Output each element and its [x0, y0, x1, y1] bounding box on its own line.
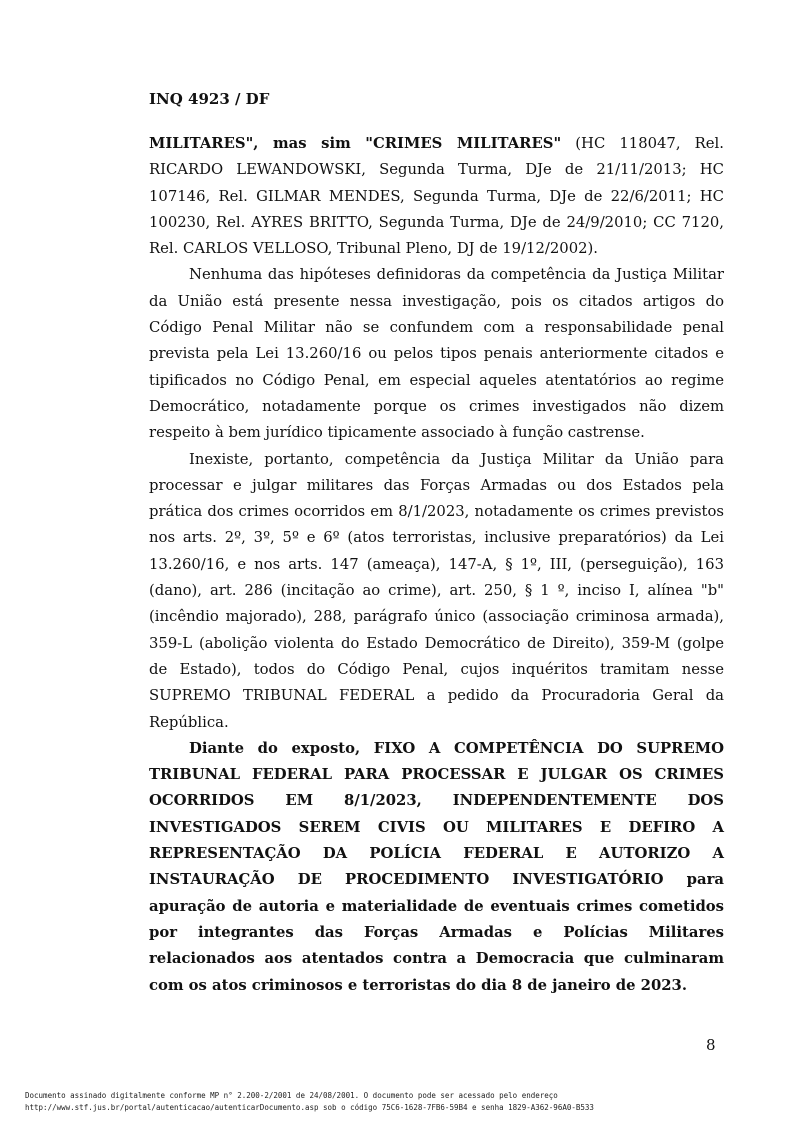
paragraph-citations — [149, 131, 724, 262]
page-number: 8 — [706, 1036, 716, 1054]
document-body — [149, 131, 724, 999]
paragraph-hypotheses: Nenhuma das hipóteses definidoras da competência da Justiça Militar da União está presente nessa investigação, pois os citados artigos do Código Penal Militar não se confundem com a responsabilidade penal prevista pela Lei 13.260/16 ou pelos tipos penais anteriormente citados e tipificados no Código Penal, em especial aqueles atentatórios ao regime Democrático, notadamente porque os crimes investigados não dizem respeito à bem jurídico tipicamente associado à função castrense. — [149, 266, 724, 442]
paragraph-citations-bold: MILITARES", mas sim "CRIMES MILITARES" — [149, 135, 562, 152]
footer-line-1: Documento assinado digitalmente conforme MP n° 2.200-2/2001 de 24/08/2001. O documento pode ser acessado pelo endereço — [25, 1091, 558, 1100]
paragraph-decision: Diante do exposto, FIXO A COMPETÊNCIA DO SUPREMO TRIBUNAL FEDERAL PARA PROCESSAR E JULGAR OS CRIMES OCORRIDOS EM 8/1/2023, INDEPENDENTEMENTE DOS INVESTIGADOS SEREM CIVIS OU MILITARES E DEFIRO A REPRESENTAÇÃO DA POLÍCIA FEDERAL E AUTORIZO A INSTAURAÇÃO DE PROCEDIMENTO INVESTIGATÓRIO para apuração de autoria e materialidade de eventuais crimes cometidos por integrantes das Forças Armadas e Polícias Militares relacionados aos atentados contra a Democracia que culminaram com os atos criminosos e terroristas do dia 8 de janeiro de 2023. — [149, 739, 724, 994]
footer-line-2[interactable]: http://www.stf.jus.br/portal/autenticacao/autenticarDocumento.asp sob o código 75C6-1628-7FB6-59B4 e senha 1829-A362-96A0-B533 — [25, 1103, 594, 1112]
case-reference: INQ 4923 / DF — [149, 90, 270, 108]
paragraph-citations-text: (HC 118047, Rel. RICARDO LEWANDOWSKI, Segunda Turma, DJe de 21/11/2013; HC 107146, Rel. GILMAR MENDES, Segunda Turma, DJe de 22/6/2011; HC 100230, Rel. AYRES BRITTO, Segunda Turma, DJe de 24/9/2010; CC 7120, Rel. CARLOS VELLOSO, Tribunal Pleno, DJ de 19/12/2002). — [149, 135, 724, 258]
paragraph-incompetence: Inexiste, portanto, competência da Justiça Militar da União para processar e julgar militares das Forças Armadas ou dos Estados pela prática dos crimes ocorridos em 8/1/2023, notadamente os crimes previstos nos arts. 2º, 3º, 5º e 6º (atos terroristas, inclusive preparatórios) da Lei 13.260/16, e nos arts. 147 (ameaça), 147-A, § 1º, III, (perseguição), 163 (dano), art. 286 (incitação ao crime), art. 250, § 1 º, inciso I, alínea "b" (incêndio majorado), 288, parágrafo único (associação criminosa armada), 359-L (abolição violenta do Estado Democrático de Direito), 359-M (golpe de Estado), todos do Código Penal, cujos inquéritos tramitam nesse SUPREMO TRIBUNAL FEDERAL a pedido da Procuradoria Geral da República. — [149, 450, 724, 731]
signature-footer — [25, 1090, 785, 1114]
